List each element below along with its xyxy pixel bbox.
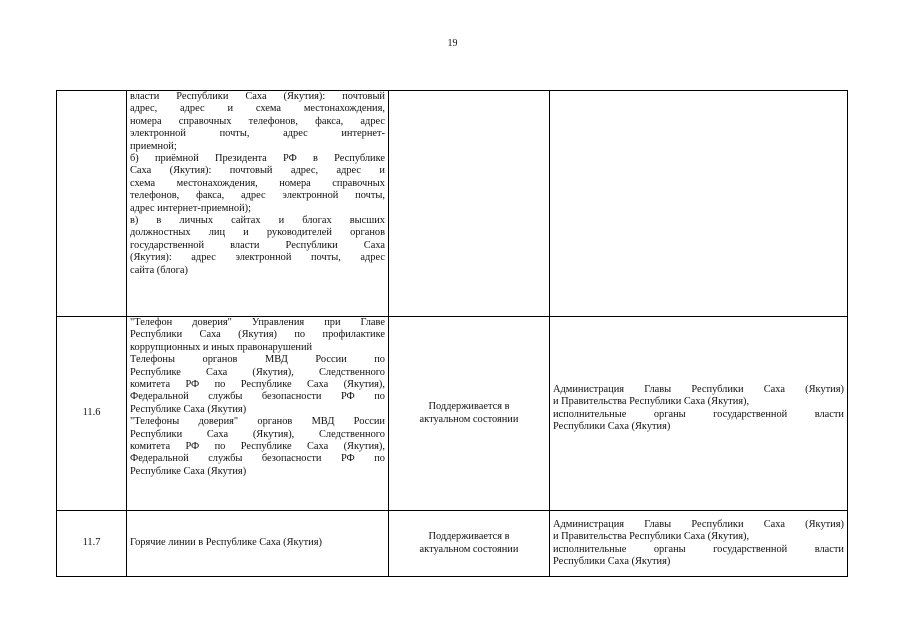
responsible-line: Администрация Главы Республики Саха (Якутия): [553, 518, 844, 530]
item-number-cell: [57, 91, 127, 317]
text-line: комитета РФ по Республике Саха (Якутия),: [130, 441, 385, 453]
text-line: адрес, адрес и схема местонахождения,: [130, 103, 385, 115]
text-line: электронной почты, адрес интернет-: [130, 128, 385, 140]
text-line: "Телефон доверия" Управления при Главе: [130, 317, 385, 328]
text-line: приемной;: [130, 140, 177, 152]
text-line: комитета РФ по Республике Саха (Якутия),: [130, 379, 385, 391]
text-line: Республике Саха (Якутия): [130, 465, 247, 477]
responsible-cell: [550, 91, 848, 317]
text-line: Республики Саха (Якутия), Следственного: [130, 428, 385, 440]
responsible-cell: [550, 317, 848, 511]
table-row: [57, 317, 848, 511]
text-line: Федеральной службы безопасности РФ по: [130, 453, 385, 465]
content-paragraph: [130, 317, 385, 354]
status-cell: [389, 91, 550, 317]
text-line: схема местонахождения, номера справочных: [130, 177, 385, 189]
text-line: Республики Саха (Якутия) по профилактике: [130, 329, 385, 341]
text-line: телефонов, факса, адрес электронной почты,: [130, 190, 385, 202]
text-line: Федеральной службы безопасности РФ по: [130, 391, 385, 403]
status-cell: [389, 317, 550, 511]
status-line: Поддерживается в: [428, 401, 510, 413]
responsible-line: Республики Саха (Якутия): [553, 421, 671, 433]
status-line: Поддерживается в: [428, 531, 510, 543]
responsible-line: и Правительства Республики Саха (Якутия),: [553, 396, 750, 408]
text-line: коррупционных и иных правонарушений: [130, 341, 313, 353]
content-cell: [127, 511, 389, 577]
responsible-line: Республики Саха (Якутия): [553, 555, 671, 567]
table-row: [57, 91, 848, 317]
text-line: (Якутия): адрес электронной почты, адрес: [130, 252, 385, 264]
content-paragraph: [130, 354, 385, 416]
measures-table: [56, 90, 848, 577]
content-paragraph: [130, 153, 385, 215]
text-line: Телефоны органов МВД России по: [130, 354, 385, 366]
table-row: [57, 511, 848, 577]
item-number-cell: 11.6: [57, 317, 127, 511]
text-line: должностных лиц и руководителей органов: [130, 227, 385, 239]
text-line: номера справочных телефонов, факса, адрес: [130, 115, 385, 127]
text-line: государственной власти Республики Саха: [130, 239, 385, 251]
item-number-cell: 11.7: [57, 511, 127, 577]
responsible-line: исполнительные органы государственной власти: [553, 408, 844, 420]
content-cell: [127, 317, 389, 511]
content-paragraph: [130, 91, 385, 153]
text-line: Горячие линии в Республике Саха (Якутия): [130, 537, 322, 549]
page-number: 19: [447, 38, 458, 49]
status-line: актуальном состоянии: [419, 543, 519, 555]
text-line: б) приёмной Президента РФ в Республике: [130, 153, 385, 165]
text-line: сайта (блога): [130, 264, 188, 276]
text-line: Республике Саха (Якутия), Следственного: [130, 366, 385, 378]
text-line: Саха (Якутия): почтовый адрес, адрес и: [130, 165, 385, 177]
responsible-line: Администрация Главы Республики Саха (Якутия): [553, 384, 844, 395]
content-paragraph: [130, 215, 385, 277]
text-line: в) в личных сайтах и блогах высших: [130, 215, 385, 227]
status-cell: [389, 511, 550, 577]
text-line: Республике Саха (Якутия): [130, 403, 247, 415]
text-line: адрес интернет-приемной);: [130, 202, 251, 214]
status-line: актуальном состоянии: [419, 413, 519, 425]
responsible-cell: [550, 511, 848, 577]
content-paragraph: [130, 416, 385, 478]
text-line: "Телефоны доверия" органов МВД России: [130, 416, 385, 428]
text-line: власти Республики Саха (Якутия): почтовый: [130, 91, 385, 102]
content-cell: [127, 91, 389, 317]
responsible-line: исполнительные органы государственной власти: [553, 543, 844, 555]
responsible-line: и Правительства Республики Саха (Якутия),: [553, 531, 750, 543]
